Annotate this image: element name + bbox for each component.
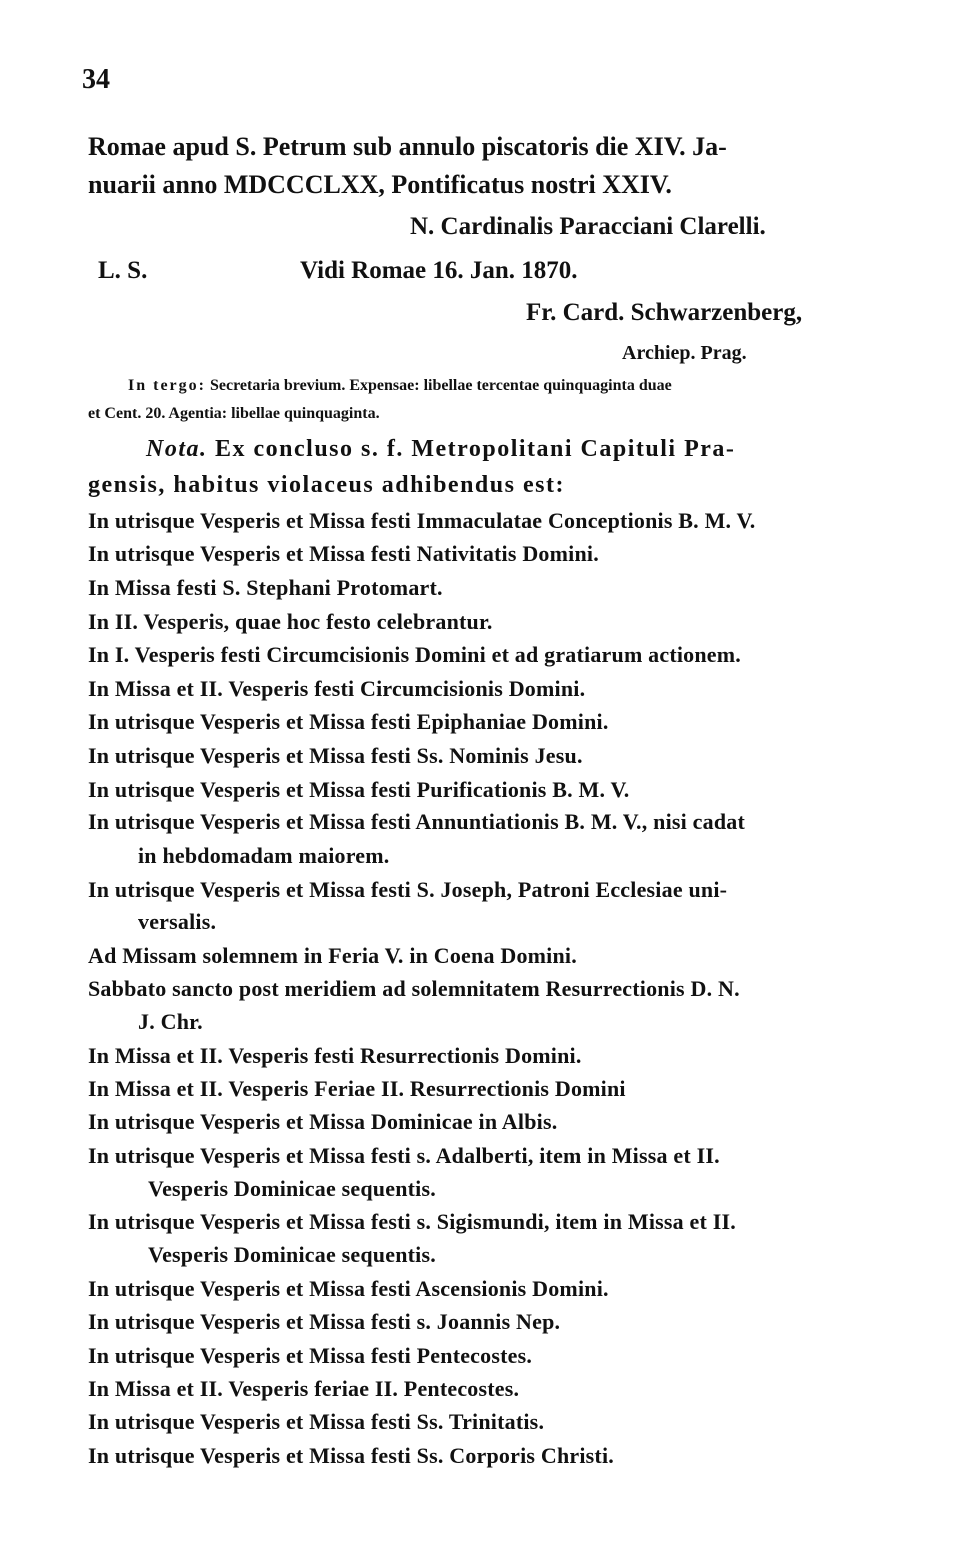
nota-line-1 [146,434,870,464]
list-item: In utrisque Vesperis et Missa festi Pentecostes. [88,1343,533,1368]
signature-cardinal: N. Cardinalis Paracciani Clarelli. [410,213,766,240]
list-item: In utrisque Vesperis et Missa festi s. Adalberti, item in Missa et II. [88,1143,720,1168]
list-item: In utrisque Vesperis et Missa festi Immaculatae Conceptionis B. M. V. [88,508,756,533]
list-item: Sabbato sancto post meridiem ad solemnitatem Resurrectionis D. N. [88,976,740,1001]
list-item: In Missa et II. Vesperis festi Resurrectionis Domini. [88,1043,582,1068]
nota-text: Ex concluso s. f. Metropolitani Capituli Pra- [215,436,736,462]
nota-line-2: gensis, habitus violaceus adhibendus est: [88,472,565,498]
page-number: 34 [82,64,110,95]
list-item: In utrisque Vesperis et Missa Dominicae in Albis. [88,1109,558,1134]
list-item: Ad Missam solemnem in Feria V. in Coena Domini. [88,943,577,968]
list-item: In utrisque Vesperis et Missa festi S. Joseph, Patroni Ecclesiae uni- [88,877,728,902]
list-item: In utrisque Vesperis et Missa festi Ss. Nominis Jesu. [88,743,583,768]
list-item-continuation: Vesperis Dominicae sequentis. [148,1176,436,1201]
archiep-line: Archiep. Prag. [622,342,747,364]
vidi-line: Vidi Romae 16. Jan. 1870. [300,257,578,284]
list-item: In Missa et II. Vesperis Feriae II. Resurrectionis Domini [88,1076,626,1101]
list-item: In Missa et II. Vesperis festi Circumcisionis Domini. [88,676,586,701]
list-item-continuation: Vesperis Dominicae sequentis. [148,1242,436,1267]
nota-label: Nota. [146,436,208,462]
list-item: In utrisque Vesperis et Missa festi s. Joannis Nep. [88,1309,561,1334]
list-item: In utrisque Vesperis et Missa festi Ss. Corporis Christi. [88,1443,614,1468]
locus-sigilli: L. S. [98,257,148,284]
list-item-continuation: J. Chr. [138,1009,203,1034]
list-item: In II. Vesperis, quae hoc festo celebrantur. [88,609,493,634]
signature-schwarzenberg: Fr. Card. Schwarzenberg, [526,299,803,326]
in-tergo-text: Secretaria brevium. Expensae: libellae tercentae quinquaginta duae [209,377,672,394]
list-item: In utrisque Vesperis et Missa festi Ascensionis Domini. [88,1276,609,1301]
header-line-1: Romae apud S. Petrum sub annulo piscatoris die XIV. Ja- [88,132,727,161]
list-item: In I. Vesperis festi Circumcisionis Domini et ad gratiarum actionem. [88,642,741,667]
list-item: In Missa festi S. Stephani Protomart. [88,575,443,600]
in-tergo-label: In tergo: [128,377,206,394]
list-item: In utrisque Vesperis et Missa festi Annuntiationis B. M. V., nisi cadat [88,809,745,834]
in-tergo-line-2: et Cent. 20. Agentia: libellae quinquaginta. [88,405,380,422]
list-item: In utrisque Vesperis et Missa festi Epiphaniae Domini. [88,709,609,734]
list-item: In utrisque Vesperis et Missa festi s. Sigismundi, item in Missa et II. [88,1209,736,1234]
list-item-continuation: in hebdomadam maiorem. [138,843,390,868]
list-item: In utrisque Vesperis et Missa festi Nativitatis Domini. [88,541,599,566]
header-line-2: nuarii anno MDCCCLXX, Pontificatus nostri XXIV. [88,170,672,199]
list-item: In Missa et II. Vesperis feriae II. Pentecostes. [88,1376,520,1401]
list-item: In utrisque Vesperis et Missa festi Purificationis B. M. V. [88,777,630,802]
in-tergo-line-1 [128,376,872,396]
list-item: In utrisque Vesperis et Missa festi Ss. Trinitatis. [88,1409,545,1434]
list-item-continuation: versalis. [138,909,217,934]
